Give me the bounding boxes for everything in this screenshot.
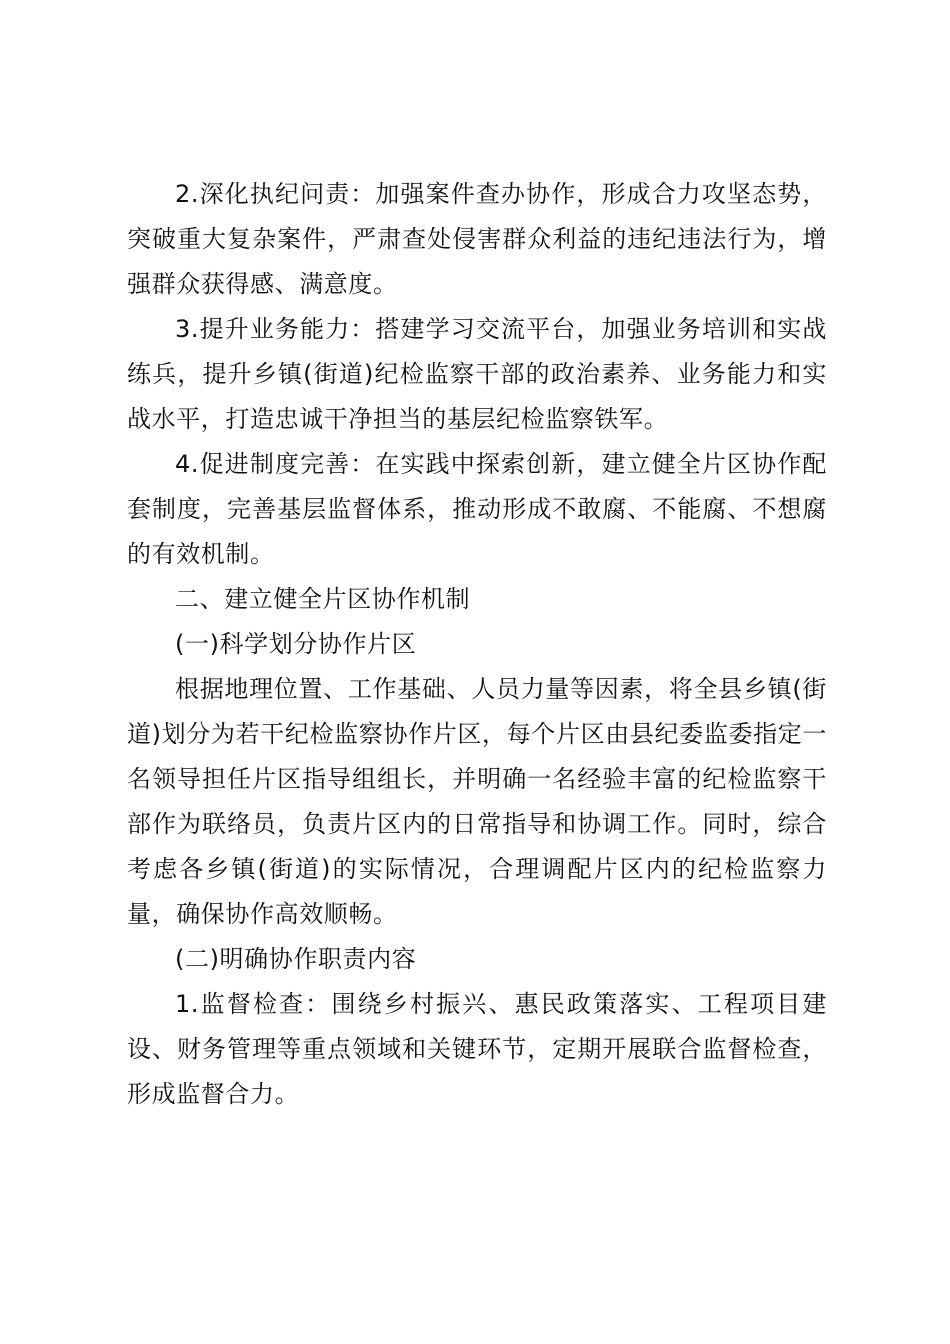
section-heading-2: 二、建立健全片区协作机制 <box>175 585 471 613</box>
paragraph-goal-2: 2.深化执纪问责：加强案件查办协作，形成合力攻坚态势，突破重大复杂案件，严肃查处侵害群众利益的违纪违法行为，增强群众获得感、满意度。 <box>127 180 827 298</box>
paragraph-zoning: 根据地理位置、工作基础、人员力量等因素，将全县乡镇(街道)划分为若干纪检监察协作片区，每个片区由县纪委监委指定一名领导担任片区指导组组长，并明确一名经验丰富的纪检监察干部作为联络员，负责片区内的日常指导和协调工作。同时，综合考虑各乡镇(街道)的实际情况，合理调配片区内的纪检监察力量，确保协作高效顺畅。 <box>127 675 827 928</box>
subsection-heading-1: (一)科学划分协作片区 <box>175 630 417 658</box>
paragraph-duty-1: 1.监督检查：围绕乡村振兴、惠民政策落实、工程项目建设、财务管理等重点领域和关键环节，定期开展联合监督检查，形成监督合力。 <box>127 990 827 1108</box>
paragraph-goal-4: 4.促进制度完善：在实践中探索创新，建立健全片区协作配套制度，完善基层监督体系，推动形成不敢腐、不能腐、不想腐的有效机制。 <box>127 450 827 568</box>
paragraph-goal-3: 3.提升业务能力：搭建学习交流平台，加强业务培训和实战练兵，提升乡镇(街道)纪检监察干部的政治素养、业务能力和实战水平，打造忠诚干净担当的基层纪检监察铁军。 <box>127 315 827 433</box>
subsection-heading-2: (二)明确协作职责内容 <box>175 945 417 973</box>
document-body <box>127 172 827 1117</box>
